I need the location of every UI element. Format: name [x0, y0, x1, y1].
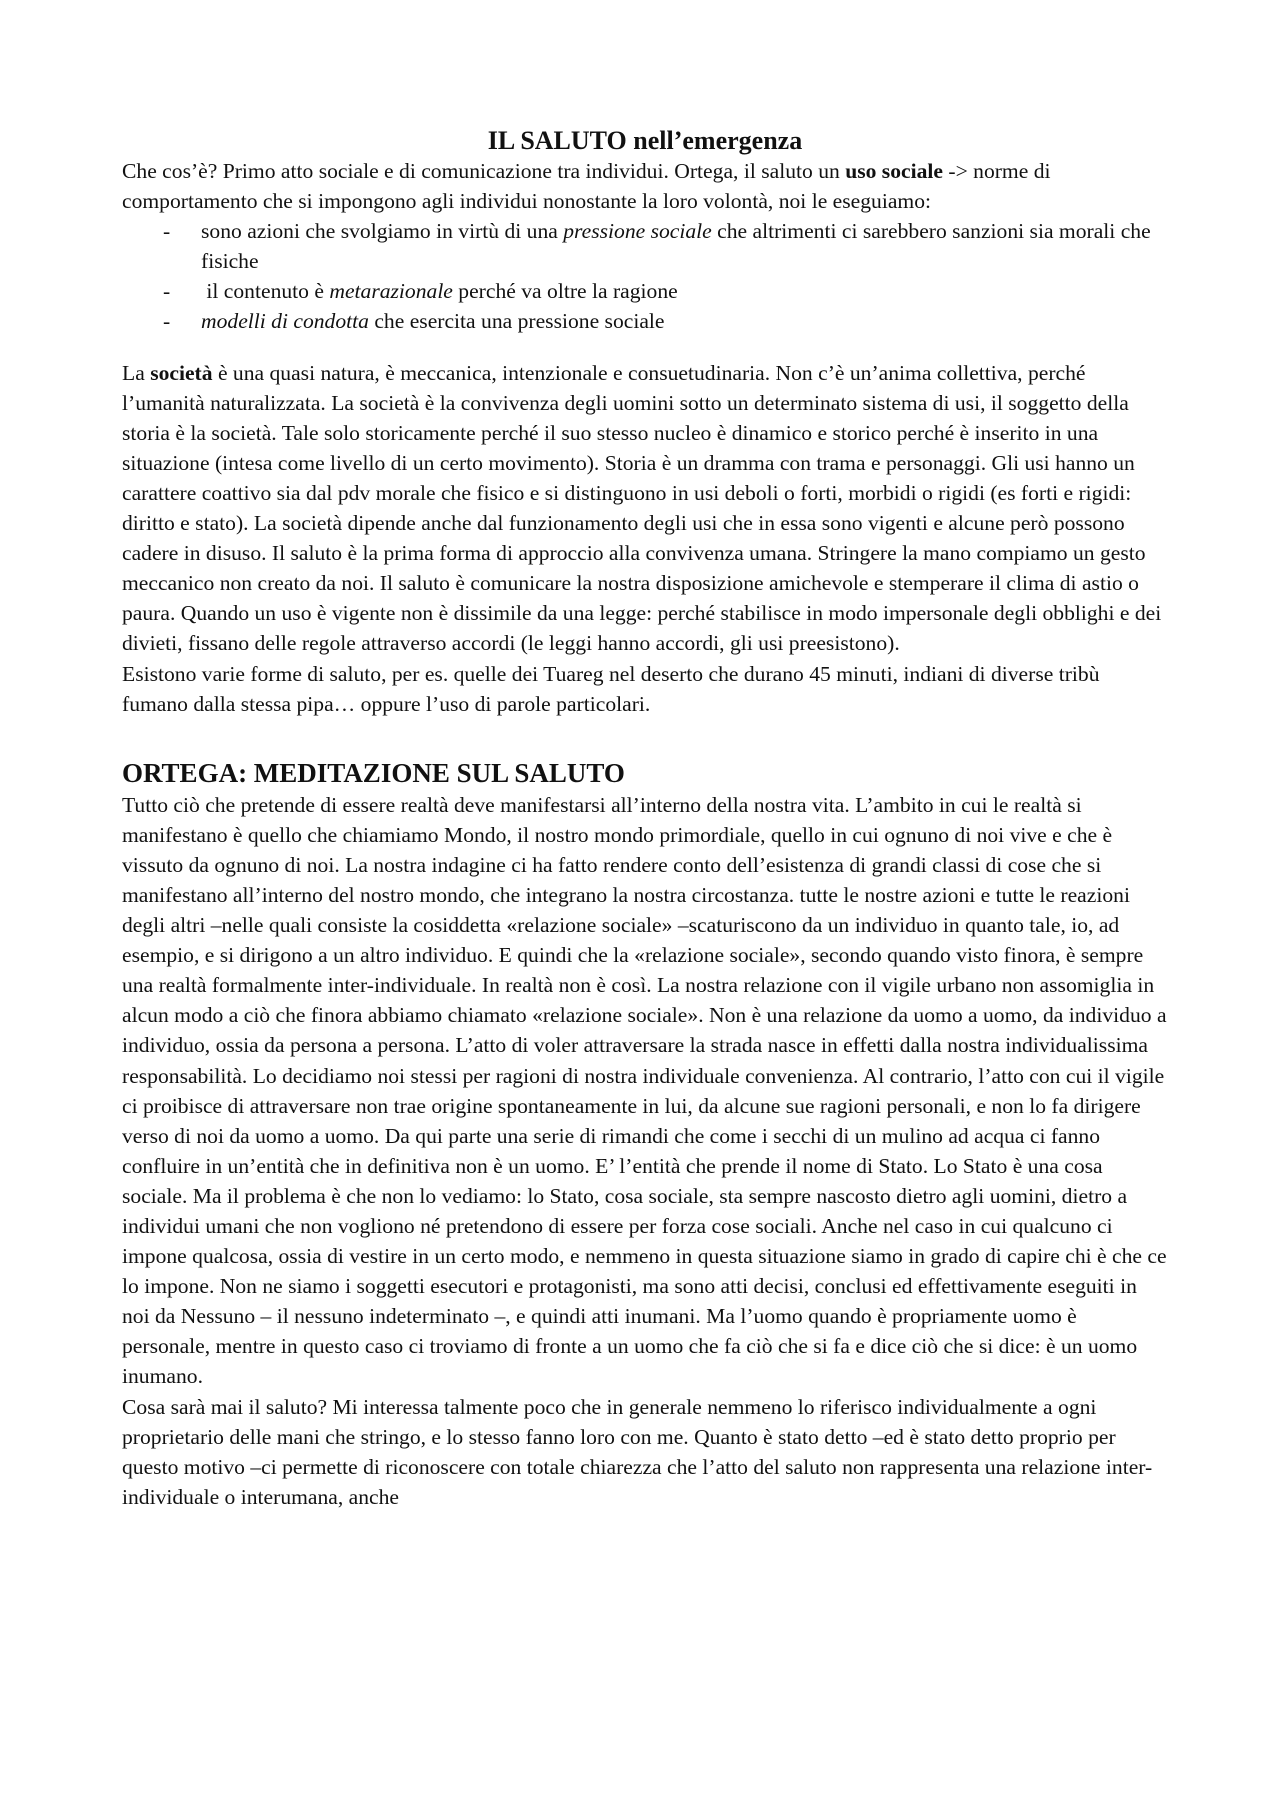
list-item-text-after: che esercita una pressione sociale: [368, 309, 665, 334]
document-page: [122, 126, 1168, 1512]
societa-text: La: [122, 360, 151, 385]
list-item-text: sono azioni che svolgiamo in virtù di una: [201, 219, 564, 244]
intro-paragraph: [122, 156, 1168, 216]
dash-list: [122, 216, 1168, 336]
intro-text-continued: -> norme di comportamento che si impongono agli individui nonostante la loro volontà, noi le eseguiamo:: [122, 159, 1051, 214]
section-heading: ORTEGA: MEDITAZIONE SUL SALUTO: [122, 757, 625, 788]
list-item-italic: modelli di condotta: [201, 309, 369, 334]
intro-text: Che cos’è? Primo atto sociale e di comunicazione tra individui. Ortega, il saluto un: [122, 159, 846, 183]
document-title: IL SALUTO nell’emergenza: [487, 126, 803, 155]
forme-paragraph: Esistono varie forme di saluto, per es. quelle dei Tuareg nel deserto che durano 45 minuti, indiani di diverse tribù fumano dalla stessa pipa… oppure l’uso di parole particolari.: [122, 661, 1100, 716]
societa-paragraph: [122, 358, 1168, 659]
societa-bold-term: società: [150, 360, 213, 385]
dash-bullet: -: [163, 219, 171, 244]
societa-text-continued: è una quasi natura, è meccanica, intenzionale e consuetudinaria. Non c’è un’anima collettiva, perché l’umanità naturalizzata. La società è la convivenza degli uomini sotto un determinato sistema di usi, il soggetto della storia è la società. Tale solo storicamente perché il suo stesso nucleo è dinamico e storico perché è inserito in una situazione (intesa come livello di un certo movimento). Storia è un dramma con trama e personaggi. Gli usi hanno un carattere coattivo sia dal pdv morale che fisico e si distinguono in usi deboli o forti, morbidi o rigidi (es forti e rigidi: diritto e stato). La società dipende anche dal funzionamento degli usi che in essa sono vigenti e alcune però possono cadere in disuso. Il saluto è la prima forma di approccio alla convivenza umana. Stringere la mano compiamo un gesto meccanico non creato da noi. Il saluto è comunicare la nostra disposizione amichevole e stemperare il clima di astio o paura. Quando un uso è vigente non è dissimile da una legge: perché stabilisce in modo impersonale degli obblighi e dei divieti, fissano delle regole attraverso accordi (le leggi hanno accordi, gli usi preesistono).: [122, 360, 1162, 656]
spacer: [122, 337, 1168, 358]
dash-bullet: -: [163, 309, 171, 334]
ortega-paragraph-2: Cosa sarà mai il saluto? Mi interessa talmente poco che in generale nemmeno lo riferisco individualmente a ogni proprietario delle mani che stringo, e lo stesso fanno loro con me. Quanto è stato detto –ed è stato detto proprio per questo motivo –ci permette di riconoscere con totale chiarezza che l’atto del saluto non rappresenta una relazione inter-individuale o interumana, anche: [122, 1394, 1153, 1509]
list-item-italic: pressione sociale: [563, 219, 712, 244]
list-item: [122, 216, 1168, 276]
list-item-text: il contenuto è: [201, 279, 330, 304]
list-item-text-after: perché va oltre la ragione: [452, 279, 678, 304]
ortega-paragraph-1: Tutto ciò che pretende di essere realtà deve manifestarsi all’interno della nostra vita. L’ambito in cui le realtà si manifestano è quello che chiamiamo Mondo, il nostro mondo primordiale, quello in cui ognuno di noi vive e che è vissuto da ognuno di noi. La nostra indagine ci ha fatto rendere conto dell’esistenza di grandi classi di cose che si manifestano all’interno del nostro mondo, che integrano la nostra circostanza. tutte le nostre azioni e tutte le reazioni degli altri –nelle quali consiste la cosiddetta «relazione sociale» –scaturiscono da un individuo in quanto tale, io, ad esempio, e si dirigono a un altro individuo. E quindi che la «relazione sociale», secondo quando visto finora, è sempre una realtà formalmente inter-individuale. In realtà non è così. La nostra relazione con il vigile urbano non assomiglia in alcun modo a ciò che finora abbiamo chiamato «relazione sociale». Non è una relazione da uomo a uomo, da individuo a individuo, ossia da persona a persona. L’atto di voler attraversare la strada nasce in effetti dalla nostra individualissima responsabilità. Lo decidiamo noi stessi per ragioni di nostra individuale convenienza. Al contrario, l’atto con cui il vigile ci proibisce di attraversare non trae origine spontaneamente in lui, da alcune sue ragioni personali, e non lo fa dirigere verso di noi da uomo a uomo. Da qui parte una serie di rimandi che come i secchi di un mulino ad acqua ci fanno confluire in un’entità che in definitiva non è un uomo. E’ l’entità che prende il nome di Stato. Lo Stato è una cosa sociale. Ma il problema è che non lo vediamo: lo Stato, cosa sociale, sta sempre nascosto dietro agli uomini, dietro a individui umani che non vogliono né pretendono di essere per forza cose sociali. Anche nel caso in cui qualcuno ci impone qualcosa, ossia di vestire in un certo modo, e nemmeno in questa situazione siamo in grado di capire chi è che ce lo impone. Non ne siamo i soggetti esecutori e protagonisti, ma sono atti decisi, conclusi ed effettivamente eseguiti in noi da Nessuno – il nessuno indeterminato –, e quindi atti inumani. Ma l’uomo quando è propriamente uomo è personale, mentre in questo caso ci troviamo di fronte a un uomo che fa ciò che si fa e dice ciò che si dice: è un uomo inumano.: [122, 792, 1167, 1389]
dash-bullet: -: [163, 279, 171, 304]
list-item-italic: metarazionale: [329, 279, 453, 304]
list-item-text-after: che altrimenti ci sarebbero sanzioni sia morali che fisiche: [201, 219, 1151, 274]
intro-bold-term: uso sociale: [845, 159, 943, 183]
spacer: [122, 719, 1168, 757]
list-item: [122, 276, 1168, 306]
list-item: [122, 306, 1168, 336]
